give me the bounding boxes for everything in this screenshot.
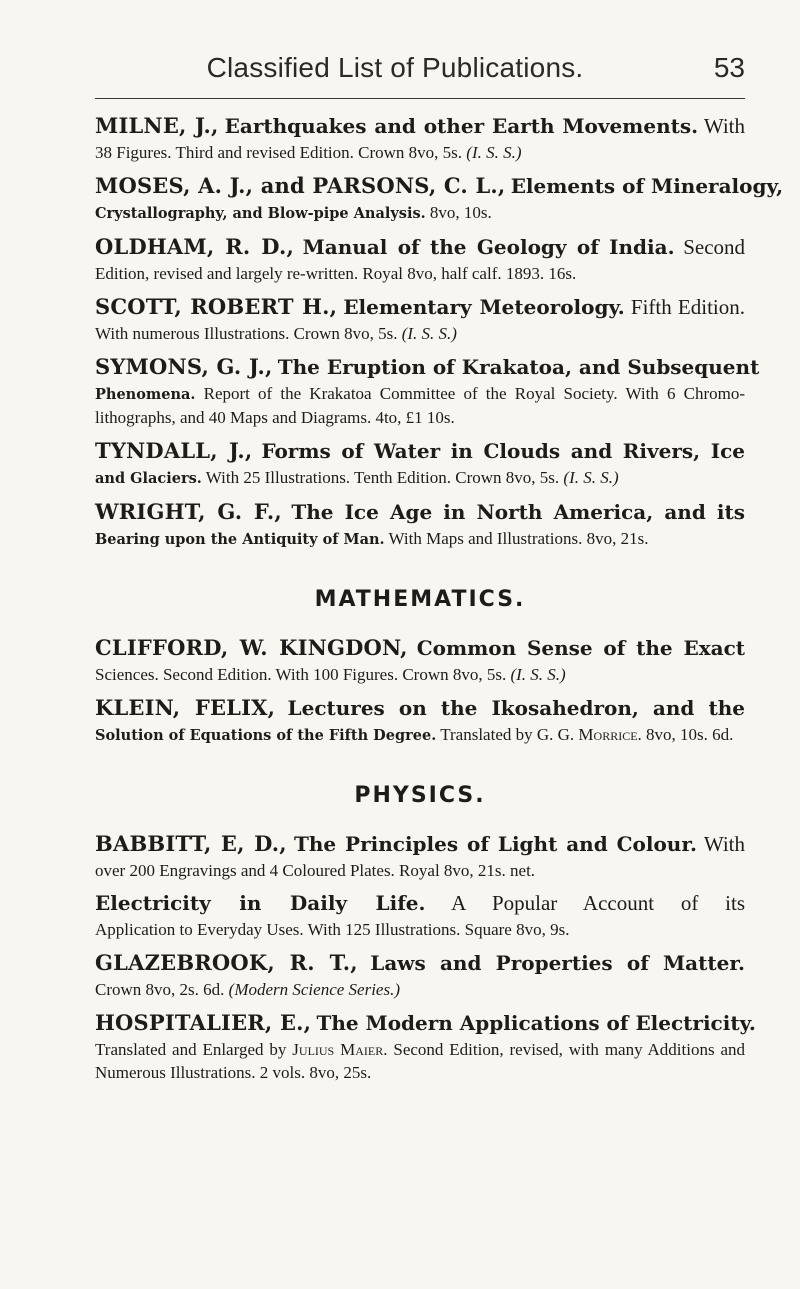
entry-author: KLEIN, FELIX, (95, 695, 276, 720)
entry-details: Sciences. Second Edition. With 100 Figures. Crown 8vo, 5s. (95, 665, 507, 684)
entry-series: (Modern Science Series.) (228, 980, 401, 999)
list-item (95, 694, 745, 747)
entry-details: over 200 Engravings and 4 Coloured Plates. Royal 8vo, 21s. net. (95, 861, 536, 880)
entry-author: SYMONS, G. J., (95, 354, 273, 379)
list-item (95, 112, 745, 164)
entry-details: Translated by G. G. (440, 725, 575, 744)
entry-author: CLIFFORD, W. KINGDON, (95, 635, 408, 660)
entry-author: HOSPITALIER, E., (95, 1010, 312, 1035)
page-number: 53 (713, 52, 745, 83)
entry-title-tail: Fifth Edition. (630, 295, 745, 319)
list-item (95, 634, 745, 686)
entry-translator: Morrice. (578, 725, 642, 744)
entry-subtitle: Solution of Equations of the Fifth Degree. (95, 727, 437, 744)
entry-title: Common Sense of the Exact (416, 636, 745, 660)
entry-title: Elementary Meteorology. (343, 295, 625, 319)
list-item (95, 830, 745, 882)
page-header (95, 52, 745, 86)
entry-author: SCOTT, ROBERT H., (95, 294, 338, 319)
entry-price: 8vo, 10s. 6d. (646, 725, 734, 744)
entry-author: MILNE, J., (95, 113, 219, 138)
list-item (95, 437, 745, 490)
entry-author: GLAZEBROOK, R. T., (95, 950, 358, 975)
publication-list (95, 112, 784, 1092)
entry-subtitle: Crystallography, and Blow-pipe Analysis. (95, 205, 426, 222)
entry-series: (I. S. S.) (466, 143, 522, 162)
entry-title-tail: With (703, 832, 745, 856)
entry-title-tail: A Popular Account of its (451, 891, 745, 915)
entry-title: Lectures on the Ikosahedron, and the (287, 696, 746, 720)
entry-subtitle: Bearing upon the Antiquity of Man. (95, 531, 385, 548)
entry-subtitle: and Glaciers. (95, 470, 202, 487)
entry-author: MOSES, A. J., and PARSONS, C. L., (95, 173, 506, 198)
entry-details: With Maps and Illustrations. 8vo, 21s. (388, 529, 649, 548)
entry-details-continued: Second Edition, revised, with many Additions and Numerous Illustrations. 2 vols. 8vo, 25s. (95, 1040, 746, 1082)
entry-author: TYNDALL, J., (95, 438, 253, 463)
entry-details: Translated and Enlarged by (95, 1040, 287, 1059)
list-item (95, 233, 745, 285)
entry-title: Earthquakes and other Earth Movements. (224, 114, 699, 138)
entry-title: Forms of Water in Clouds and Rivers, Ice (261, 439, 745, 463)
entry-title: The Principles of Light and Colour. (294, 832, 698, 856)
section-heading-physics: PHYSICS. (354, 783, 486, 808)
list-item (95, 498, 745, 551)
entry-details: 8vo, 10s. (429, 203, 492, 222)
entry-translator: Julius Maier. (292, 1040, 388, 1059)
entry-title: Laws and Properties of Matter. (370, 951, 745, 975)
list-item (95, 949, 745, 1001)
entry-author: BABBITT, E, D., (95, 831, 287, 856)
list-item (95, 890, 745, 941)
header-rule (95, 98, 745, 99)
entry-series: (I. S. S.) (401, 324, 457, 343)
entry-details: Application to Everyday Uses. With 125 Illustrations. Square 8vo, 9s. (95, 920, 570, 939)
entry-subtitle: Phenomena. (95, 386, 196, 403)
entry-title: The Modern Applications of Electricity. (316, 1011, 756, 1035)
list-item (95, 172, 784, 225)
section-heading-mathematics: MATHEMATICS. (314, 587, 526, 612)
entry-title: The Eruption of Krakatoa, and Subsequent (277, 355, 760, 379)
list-item (95, 293, 745, 345)
entry-title-tail: Second (683, 235, 746, 259)
entry-title: Elements of Mineralogy, (510, 174, 784, 198)
entry-series: (I. S. S.) (510, 665, 566, 684)
entry-details: 38 Figures. Third and revised Edition. Crown 8vo, 5s. (95, 143, 463, 162)
entry-details: Report of the Krakatoa Committee of the Royal Society. With 6 Chromo-lithographs, and 40 Maps and Diagrams. 4to, £1 10s. (95, 384, 746, 427)
entry-details: With 25 Illustrations. Tenth Edition. Crown 8vo, 5s. (205, 468, 560, 487)
entry-author: WRIGHT, G. F., (95, 499, 282, 524)
entry-details: Crown 8vo, 2s. 6d. (95, 980, 225, 999)
entry-title: Manual of the Geology of India. (302, 235, 675, 259)
entry-title: Electricity in Daily Life. (95, 891, 426, 915)
entry-title-tail: With (703, 114, 746, 138)
entry-details: With numerous Illustrations. Crown 8vo, 5s. (95, 324, 398, 343)
entry-title: The Ice Age in North America, and its (291, 500, 746, 524)
running-title: Classified List of Publications. (206, 52, 584, 83)
entry-series: (I. S. S.) (563, 468, 619, 487)
entry-author: OLDHAM, R. D., (95, 234, 294, 259)
list-item (95, 1009, 756, 1084)
entry-details: Edition, revised and largely re-written. Royal 8vo, half calf. 1893. 16s. (95, 264, 577, 283)
list-item (95, 353, 760, 429)
